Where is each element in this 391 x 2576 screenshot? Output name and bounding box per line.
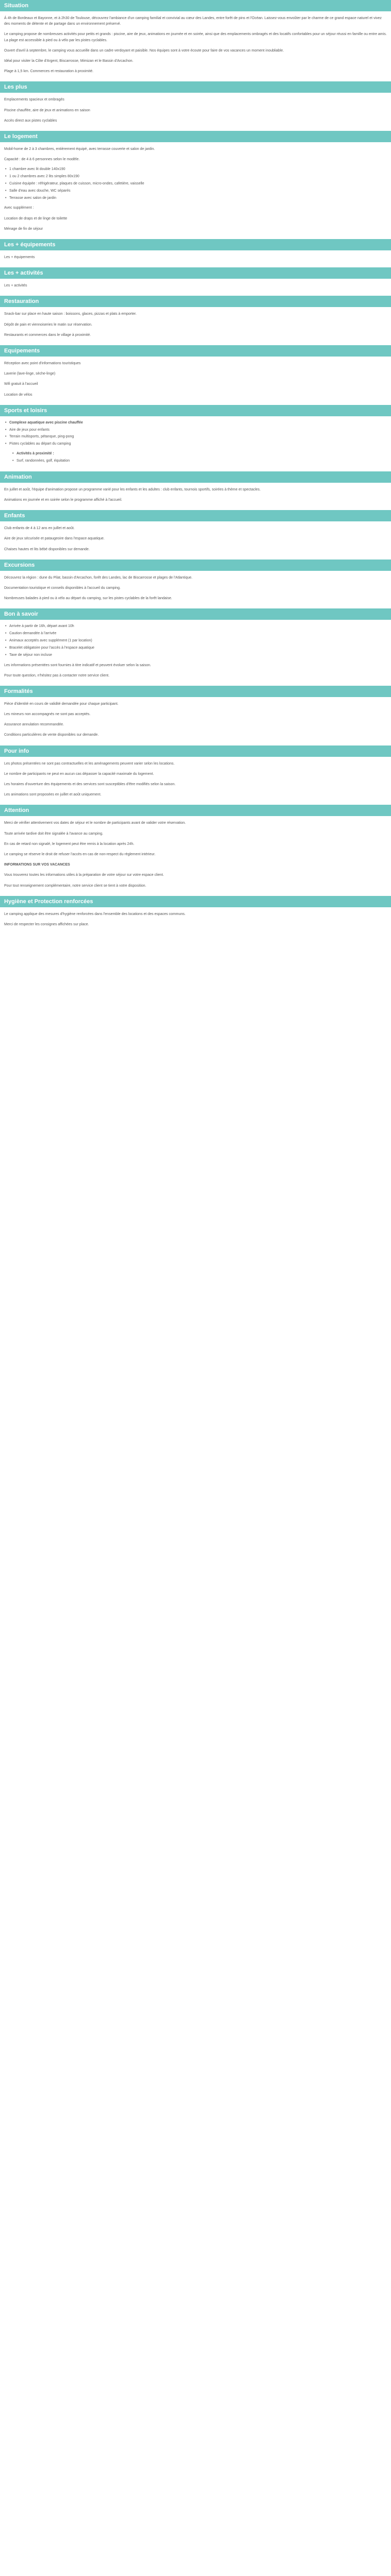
section-attention — [0, 805, 391, 888]
paragraph: Location de draps et de linge de toilette — [4, 216, 68, 221]
paragraph: Capacité : de 4 à 6 personnes selon le modèle. — [4, 158, 80, 162]
paragraph: Réception avec point d'informations touristiques — [4, 361, 81, 365]
page-content — [0, 0, 391, 927]
paragraph: Vous trouverez toutes les informations utiles à la préparation de votre séjour sur votre espace client. — [4, 873, 164, 877]
section-pour-info — [0, 745, 391, 798]
list-item: • 1 chambre avec lit double 140x190 — [4, 167, 387, 173]
bullet-list — [4, 451, 387, 464]
paragraph: Piscine chauffée, aire de jeux et animations en saison — [4, 108, 90, 112]
paragraph: Club enfants de 4 à 12 ans en juillet et août. — [4, 527, 75, 531]
paragraph: Le camping se réserve le droit de refuser l'accès en cas de non-respect du règlement intérieur. — [4, 852, 156, 856]
list-item: • Surf, randonnées, golf, équitation — [11, 459, 387, 464]
paragraph: Animations en journée et en soirée selon le programme affiché à l'accueil. — [4, 498, 122, 502]
section-title: Equipements — [0, 345, 391, 357]
section-excursions — [0, 560, 391, 602]
section-title: Sports et loisirs — [0, 405, 391, 416]
section-lieu — [0, 81, 391, 124]
list-item: • Taxe de séjour non incluse — [4, 653, 387, 658]
paragraph: Aire de jeux sécurisée et pataugeoire dans l'espace aquatique. — [4, 537, 105, 541]
paragraph: Avec supplément : — [4, 206, 34, 210]
paragraph: Emplacements spacieux et ombragés — [4, 98, 64, 102]
paragraph: Pour tout renseignement complémentaire, notre service client se tient à votre disposition. — [4, 884, 146, 888]
list-item: • Arrivée à partir de 16h, départ avant 10h — [4, 624, 387, 630]
paragraph: Ouvert d'avril à septembre, le camping vous accueille dans un cadre verdoyant et paisible. Nos équipes sont à votre écoute pour faire de vos vacances un moment inoubliable. — [4, 48, 284, 53]
section-formalites — [0, 686, 391, 738]
list-item: • Aire de jeux pour enfants — [4, 428, 387, 433]
list-item: • Terrain multisports, pétanque, ping-pong — [4, 434, 387, 440]
paragraph: Les horaires d'ouverture des équipements et des services sont susceptibles d'être modifiés selon la saison. — [4, 783, 176, 786]
paragraph: Documentation touristique et conseils disponibles à l'accueil du camping. — [4, 586, 121, 590]
paragraph: Restaurants et commerces dans le village à proximité. — [4, 333, 91, 337]
paragraph: Snack-bar sur place en haute saison : boissons, glaces, pizzas et plats à emporter. — [4, 312, 137, 316]
paragraph: Pour toute question, n'hésitez pas à contacter notre service client. — [4, 673, 110, 677]
paragraph: Conditions particulières de vente disponibles sur demande. — [4, 733, 99, 737]
section-activites — [0, 267, 391, 289]
bullet-list — [4, 167, 387, 201]
paragraph: Les animations sont proposées en juillet et août uniquement. — [4, 793, 102, 797]
section-title: Le logement — [0, 131, 391, 142]
section-equipements-list — [0, 345, 391, 398]
list-item: • 1 ou 2 chambres avec 2 lits simples 80x190 — [4, 174, 387, 180]
paragraph: Les + équipements — [4, 256, 35, 260]
list-item: • Caution demandée à l'arrivée — [4, 631, 387, 637]
paragraph: Laverie (lave-linge, sèche-linge) — [4, 372, 56, 376]
section-logement — [0, 131, 391, 232]
list-item: • Cuisine équipée : réfrigérateur, plaques de cuisson, micro-ondes, cafetière, vaisselle — [4, 181, 387, 187]
paragraph: En cas de retard non signalé, le logement peut être remis à la location après 24h. — [4, 842, 135, 846]
paragraph: Toute arrivée tardive doit être signalée à l'avance au camping. — [4, 832, 104, 836]
list-item: • Bracelet obligatoire pour l'accès à l'espace aquatique — [4, 646, 387, 651]
paragraph: Mobil-home de 2 à 3 chambres, entièrement équipé, avec terrasse couverte et salon de jardin. — [4, 147, 155, 151]
section-title: Les + activités — [0, 267, 391, 279]
section-equipements — [0, 239, 391, 260]
paragraph: Assurance annulation recommandée. — [4, 723, 64, 727]
paragraph: Le nombre de participants ne peut en aucun cas dépasser la capacité maximale du logement. — [4, 772, 154, 776]
paragraph: Pièce d'identité en cours de validité demandée pour chaque participant. — [4, 702, 119, 706]
bullet-list — [4, 420, 387, 447]
section-sports — [0, 405, 391, 464]
section-title: Formalités — [0, 686, 391, 697]
section-enfants — [0, 510, 391, 552]
section-title: Situation — [0, 0, 391, 11]
paragraph: Location de vélos — [4, 393, 32, 397]
list-item: • Terrasse avec salon de jardin — [4, 196, 387, 201]
section-title: Animation — [0, 471, 391, 483]
section-title: Enfants — [0, 510, 391, 521]
list-item: • Complexe aquatique avec piscine chauffée — [4, 420, 387, 426]
paragraph: Les photos présentées ne sont pas contractuelles et les aménagements peuvent varier selon les locations. — [4, 761, 175, 766]
subheading: INFORMATIONS SUR VOS VACANCES — [4, 863, 70, 867]
list-item: • Activités à proximité : — [11, 451, 387, 457]
paragraph: Les mineurs non accompagnés ne sont pas acceptés. — [4, 713, 91, 717]
section-title: Les + équipements — [0, 239, 391, 250]
paragraph: Le camping propose de nombreuses activités pour petits et grands : piscine, aire de jeux, animations en journée et en soirée, ainsi que des emplacements ombragés et des locatifs confortables pour un séjour réussi en famille ou entre amis. La plage est accessible à pied ou à vélo par les pistes cyclables. — [4, 32, 387, 42]
section-animation — [0, 471, 391, 503]
paragraph: Les + activités — [4, 284, 27, 288]
paragraph: Wifi gratuit à l'accueil — [4, 382, 38, 386]
bullet-list — [4, 624, 387, 658]
section-bon-a-savoir — [0, 608, 391, 679]
list-item: • Pistes cyclables au départ du camping — [4, 442, 387, 447]
paragraph: Idéal pour visiter la Côte d'Argent, Biscarrosse, Mimizan et le Bassin d'Arcachon. — [4, 59, 134, 63]
section-title: Attention — [0, 805, 391, 816]
paragraph: Merci de respecter les consignes affichées sur place. — [4, 922, 89, 926]
paragraph: Plage à 1,5 km. Commerces et restauration à proximité. — [4, 70, 94, 74]
paragraph: En juillet et août, l'équipe d'animation propose un programme varié pour les enfants et les adultes : club enfants, tournois sportifs, soirées à thème et spectacles. — [4, 487, 261, 492]
paragraph: Merci de vérifier attentivement vos dates de séjour et le nombre de participants avant de valider votre réservation. — [4, 821, 186, 825]
paragraph: Ménage de fin de séjour — [4, 227, 43, 231]
section-title: Les plus — [0, 81, 391, 93]
section-title: Excursions — [0, 560, 391, 571]
section-situation — [0, 0, 391, 74]
paragraph: Dépôt de pain et viennoiseries le matin sur réservation. — [4, 323, 92, 327]
section-title: Hygiène et Protection renforcées — [0, 896, 391, 907]
paragraph: Á 4h de Bordeaux et Bayonne, et à 2h30 de Toulouse, découvrez l'ambiance d'un camping familial et convivial au cœur des Landes, entre forêt de pins et l'Océan. Laissez-vous envoûter par le charme de ce grand espace naturel et vivez des moments de détente et de partage dans un environnement préservé. — [4, 16, 382, 26]
paragraph: Découvrez la région : dune du Pilat, bassin d'Arcachon, forêt des Landes, lac de Biscarrosse et plages de l'Atlantique. — [4, 575, 192, 580]
section-restauration — [0, 296, 391, 338]
section-title: Bon à savoir — [0, 608, 391, 620]
section-title: Restauration — [0, 296, 391, 307]
paragraph: Nombreuses balades à pied ou à vélo au départ du camping, sur les pistes cyclables de la forêt landaise. — [4, 597, 172, 601]
list-item: • Animaux acceptés avec supplément (1 par location) — [4, 638, 387, 644]
paragraph: Les informations présentées sont fournies à titre indicatif et peuvent évoluer selon la saison. — [4, 663, 151, 667]
section-title: Pour info — [0, 745, 391, 757]
section-hygiene — [0, 896, 391, 927]
paragraph: Le camping applique des mesures d'hygiène renforcées dans l'ensemble des locations et des espaces communs. — [4, 912, 186, 916]
paragraph: Chaises hautes et lits bébé disponibles sur demande. — [4, 547, 90, 551]
paragraph: Accès direct aux pistes cyclables — [4, 118, 57, 123]
list-item: • Salle d'eau avec douche, WC séparés — [4, 189, 387, 194]
